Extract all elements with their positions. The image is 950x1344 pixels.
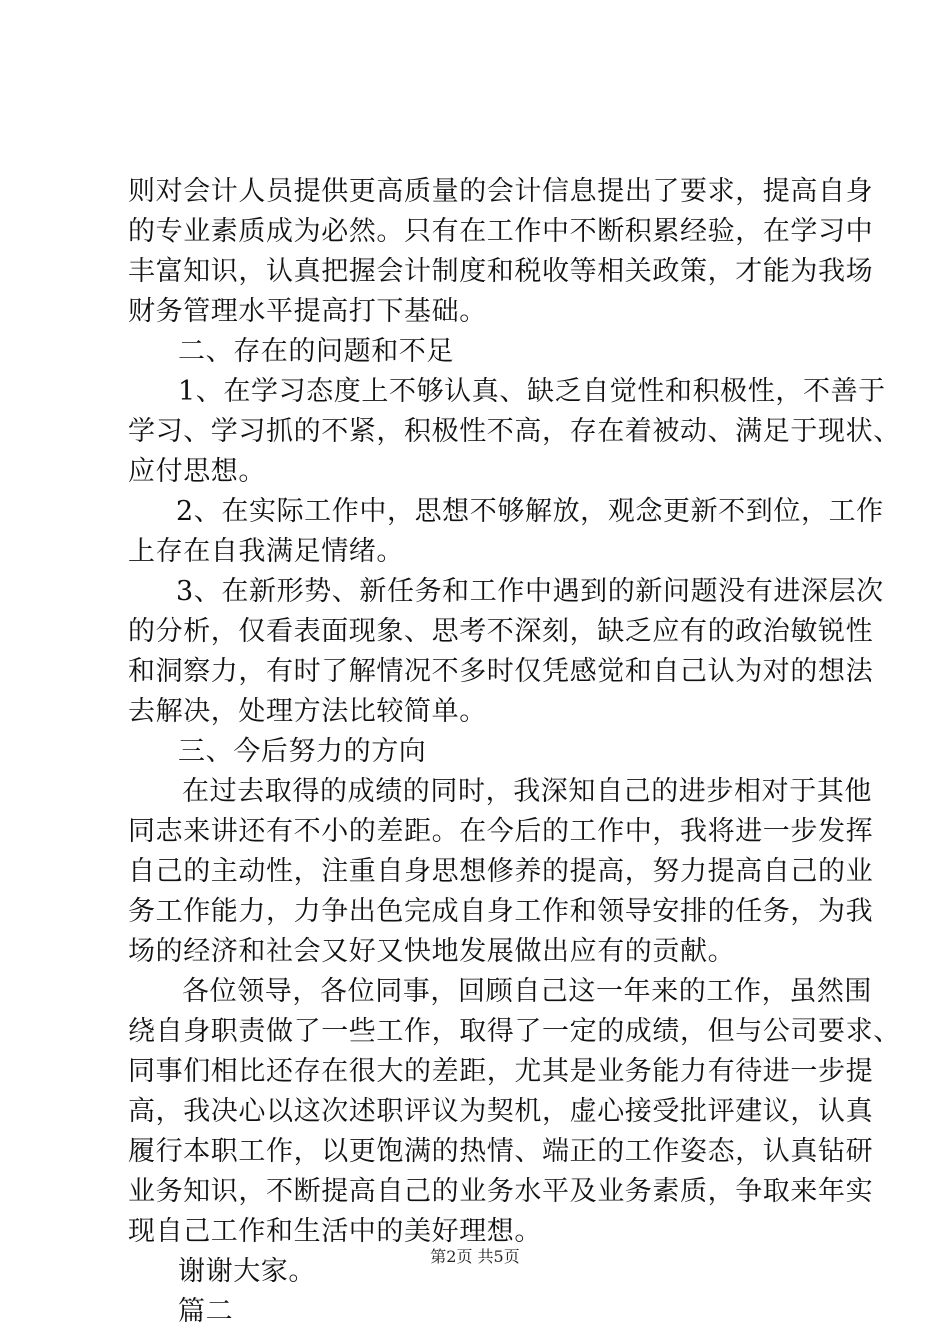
body-line: 自己的主动性，注重自身思想修养的提高，努力提高自己的业 xyxy=(128,856,874,887)
body-line: 财务管理水平提高打下基础。 xyxy=(128,296,487,327)
body-line: 绕自身职责做了一些工作，取得了一定的成绩，但与公司要求、 xyxy=(128,1016,901,1047)
body-line: 各位领导，各位同事，回顾自己这一年来的工作，虽然围 xyxy=(182,976,872,1007)
body-line: 上存在自我满足情绪。 xyxy=(128,536,404,567)
body-line: 在过去取得的成绩的同时，我深知自己的进步相对于其他 xyxy=(182,776,872,807)
body-line: 场的经济和社会又好又快地发展做出应有的贡献。 xyxy=(128,936,736,967)
body-line: 的分析，仅看表面现象、思考不深刻，缺乏应有的政治敏锐性 xyxy=(128,616,874,647)
part-heading: 篇二 xyxy=(178,1296,234,1327)
page-footer: 第2页 共5页 xyxy=(430,1247,520,1266)
body-line: 丰富知识，认真把握会计制度和税收等相关政策，才能为我场 xyxy=(128,256,874,287)
section-heading: 二、存在的问题和不足 xyxy=(178,336,454,367)
body-line: 高，我决心以这次述职评议为契机，虚心接受批评建议，认真 xyxy=(128,1096,874,1127)
body-line: 则对会计人员提供更高质量的会计信息提出了要求，提高自身 xyxy=(128,176,874,207)
body-line: 和洞察力，有时了解情况不多时仅凭感觉和自己认为对的想法 xyxy=(128,656,874,687)
closing-line: 谢谢大家。 xyxy=(178,1256,316,1287)
body-line: 同事们相比还存在很大的差距，尤其是业务能力有待进一步提 xyxy=(128,1056,874,1087)
body-line: 3、在新形势、新任务和工作中遇到的新问题没有进深层次 xyxy=(176,576,884,607)
body-line: 学习、学习抓的不紧，积极性不高，存在着被动、满足于现状、 xyxy=(128,416,901,447)
body-line: 2、在实际工作中，思想不够解放，观念更新不到位，工作 xyxy=(176,496,884,527)
body-line: 同志来讲还有不小的差距。在今后的工作中，我将进一步发挥 xyxy=(128,816,874,847)
body-line: 现自己工作和生活中的美好理想。 xyxy=(128,1216,542,1247)
body-line: 务工作能力，力争出色完成自身工作和领导安排的任务，为我 xyxy=(128,896,874,927)
section-heading: 三、今后努力的方向 xyxy=(178,736,427,767)
body-line: 的专业素质成为必然。只有在工作中不断积累经验，在学习中 xyxy=(128,216,874,247)
body-line: 履行本职工作，以更饱满的热情、端正的工作姿态，认真钻研 xyxy=(128,1136,874,1167)
body-line: 应付思想。 xyxy=(128,456,266,487)
body-line: 去解决，处理方法比较简单。 xyxy=(128,696,487,727)
body-line: 1、在学习态度上不够认真、缺乏自觉性和积极性，不善于 xyxy=(178,376,886,407)
body-line: 业务知识，不断提高自己的业务水平及业务素质，争取来年实 xyxy=(128,1176,874,1207)
